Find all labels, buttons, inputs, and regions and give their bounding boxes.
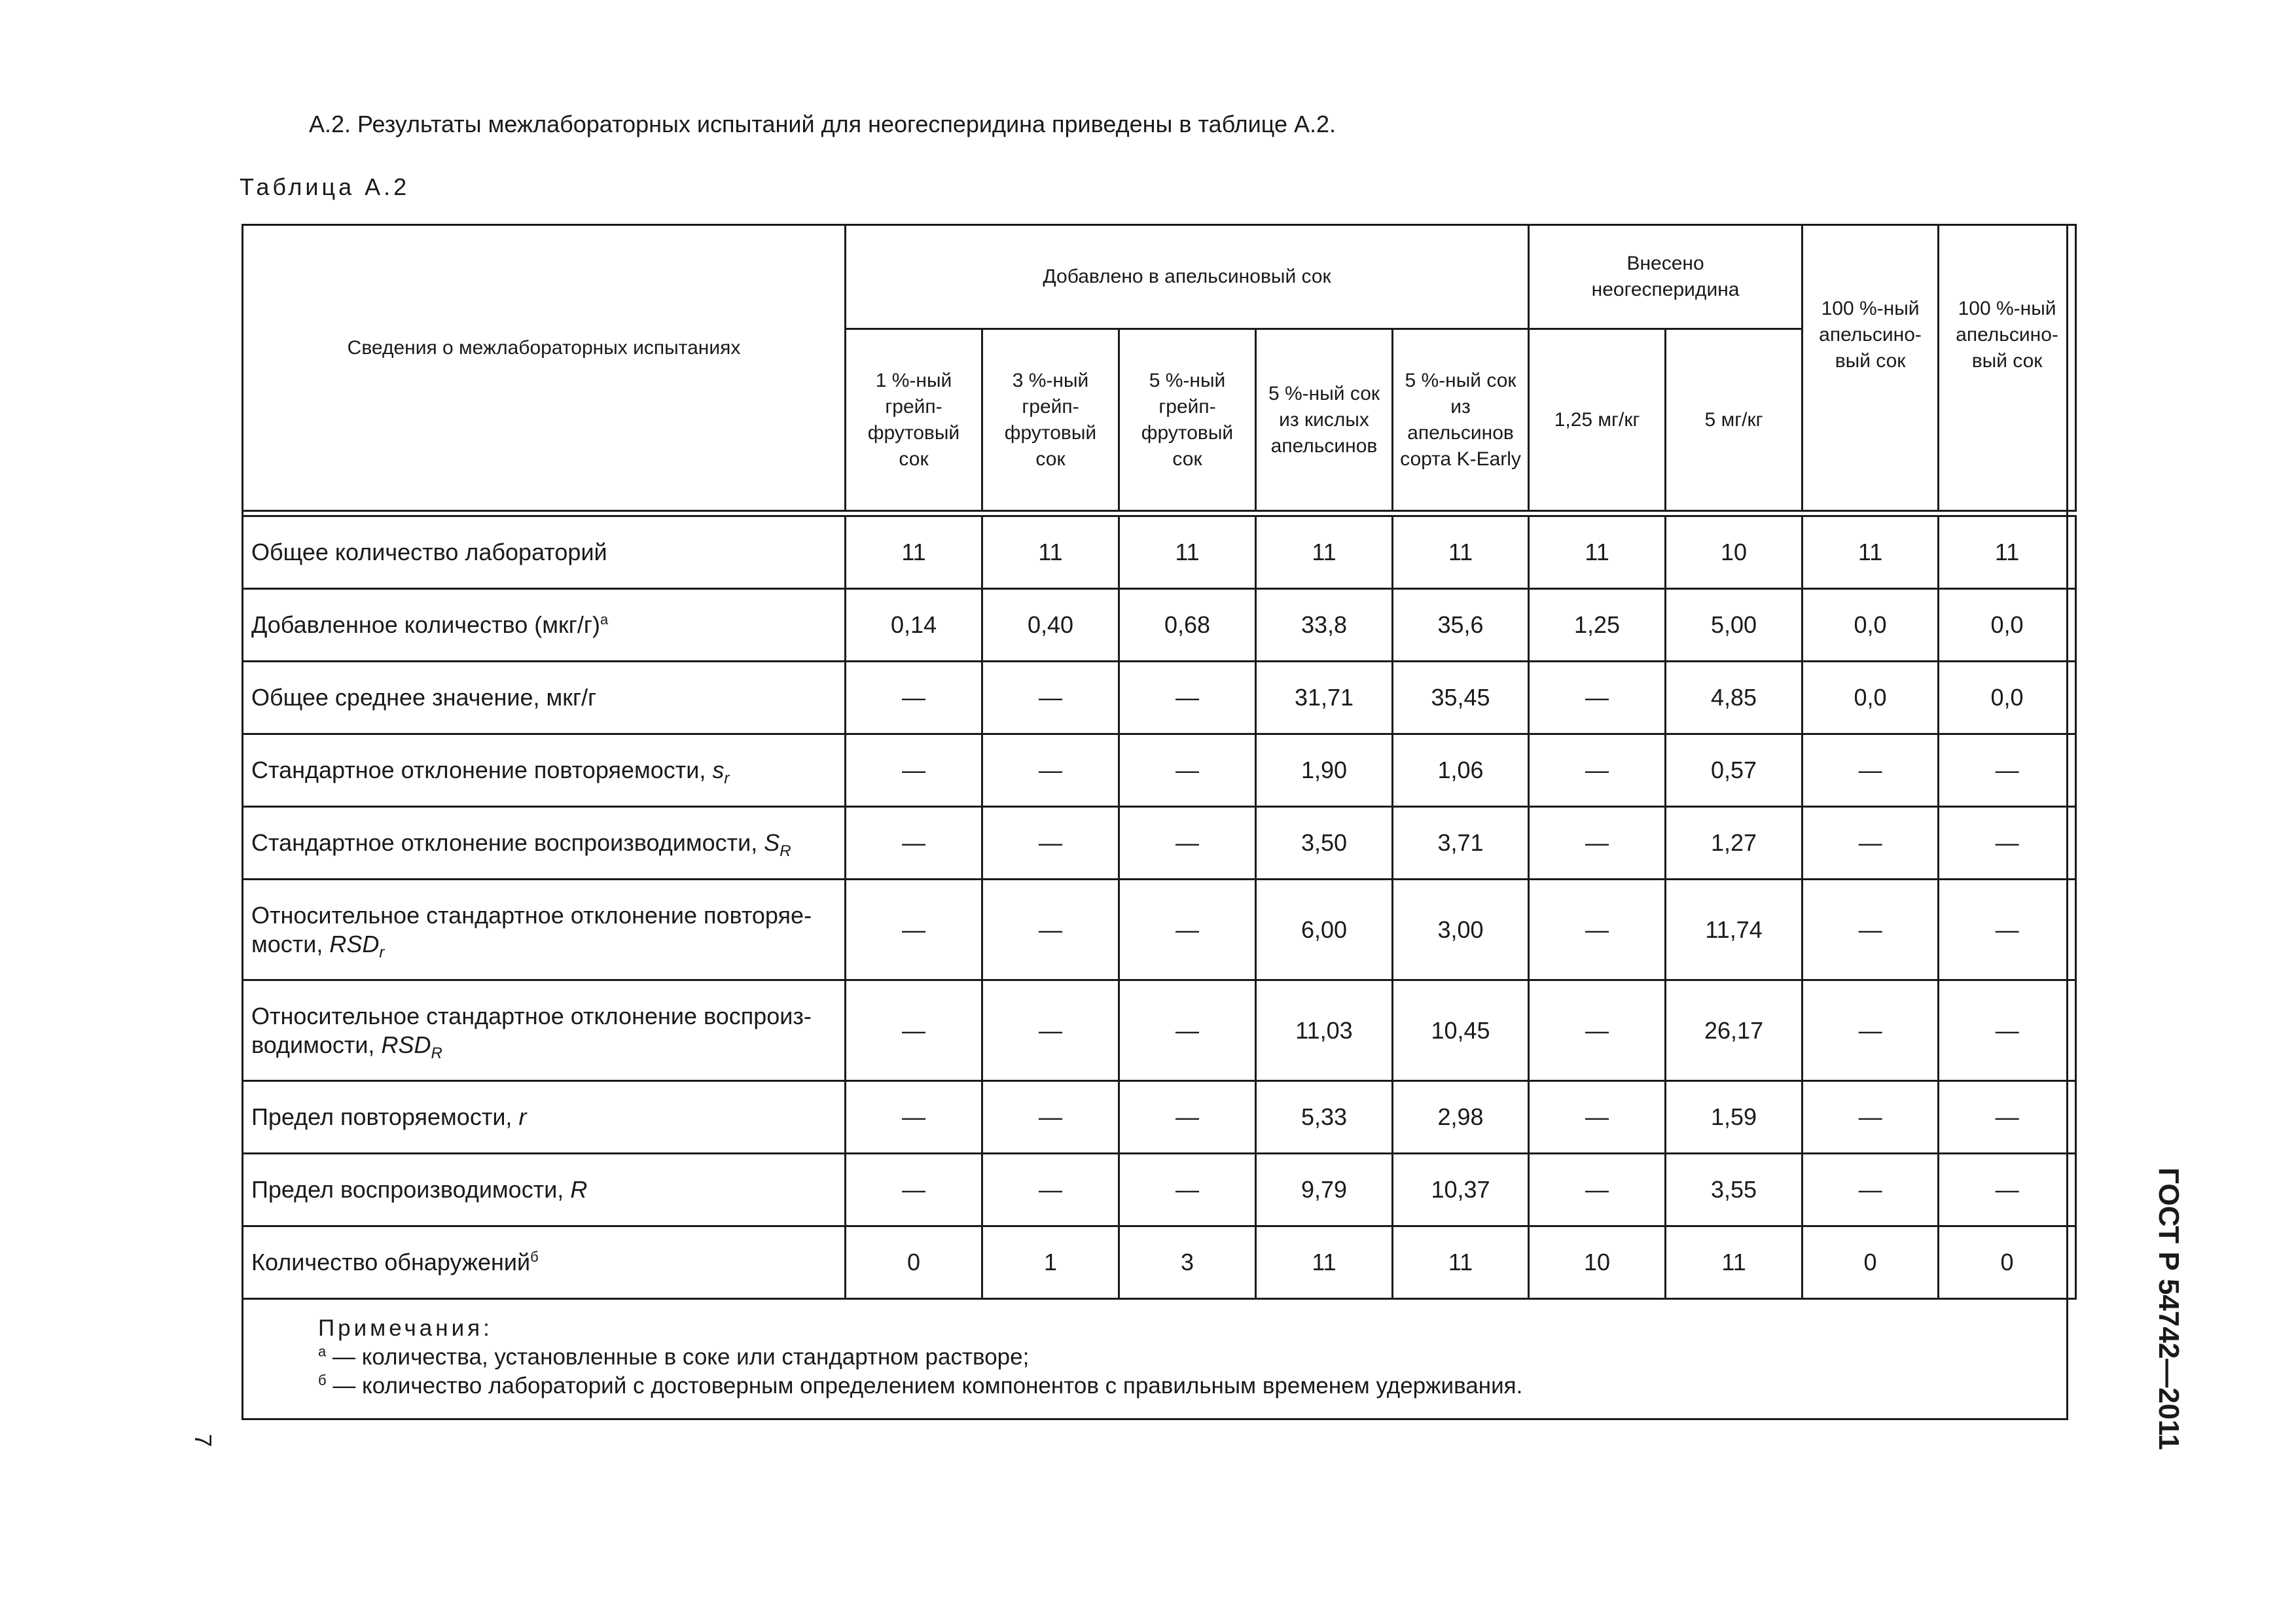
table-cell: —: [1119, 1081, 1256, 1154]
table-cell: —: [1939, 1154, 2076, 1226]
table-cell: —: [982, 980, 1119, 1081]
table-cell: 3: [1119, 1226, 1256, 1299]
table-cell: —: [1119, 807, 1256, 880]
note-item: $^б$ — количество лабораторий с достоверным определением компонентов с правильным временем удерживания.: [318, 1372, 1523, 1399]
table-cell: —: [1529, 880, 1666, 980]
table-cell: 33,8: [1256, 589, 1393, 662]
table-row: [243, 734, 2076, 807]
notes-title: Примечания:: [318, 1315, 493, 1341]
table-row: [243, 1081, 2076, 1154]
table-cell: —: [982, 880, 1119, 980]
table-cell: 0,14: [846, 589, 982, 662]
table-cell: —: [1939, 1081, 2076, 1154]
table-cell: 0: [846, 1226, 982, 1299]
table-cell: —: [1803, 880, 1939, 980]
table-cell: 10: [1529, 1226, 1666, 1299]
group-header-spiked: Внесено неогесперидина: [1529, 225, 1803, 329]
table-cell: —: [1939, 980, 2076, 1081]
row-label: Предел повторяемости, r: [243, 1081, 846, 1154]
column-header-1: 1 %-ный грейп-фрутовый сок: [846, 329, 982, 511]
table-cell: 0,0: [1803, 662, 1939, 734]
table-cell: —: [1803, 734, 1939, 807]
table-cell: 11,03: [1256, 980, 1393, 1081]
column-header-6: 1,25 мг/кг: [1529, 329, 1666, 511]
row-header-title: Сведения о межлабораторных испытаниях: [243, 225, 846, 511]
table-cell: 3,71: [1393, 807, 1529, 880]
table-cell: —: [1939, 880, 2076, 980]
table-cell: 11: [982, 516, 1119, 589]
group-header-added: Добавлено в апельсиновый сок: [846, 225, 1529, 329]
table-cell: —: [846, 734, 982, 807]
row-label: Предел воспроизводимости, R: [243, 1154, 846, 1226]
table-caption: Таблица А.2: [240, 173, 410, 200]
column-header-4: 5 %-ный сок из кислых апельсинов: [1256, 329, 1393, 511]
table-cell: 5,33: [1256, 1081, 1393, 1154]
table-cell: 11: [1393, 1226, 1529, 1299]
header-separator: [243, 511, 2076, 516]
table-cell: 2,98: [1393, 1081, 1529, 1154]
table-cell: 1,27: [1666, 807, 1803, 880]
table-cell: 11: [1119, 516, 1256, 589]
table-cell: —: [1529, 1154, 1666, 1226]
table-cell: 6,00: [1256, 880, 1393, 980]
table-cell: 10: [1666, 516, 1803, 589]
table-cell: —: [846, 807, 982, 880]
table-row: [243, 662, 2076, 734]
table-cell: 5,00: [1666, 589, 1803, 662]
table-cell: —: [1529, 807, 1666, 880]
table-cell: 1,59: [1666, 1081, 1803, 1154]
row-label: Добавленное количество $(мкг/г)^а$: [243, 589, 846, 662]
table-cell: 11: [846, 516, 982, 589]
note-item: $^а$ — количества, установленные в соке или стандартном растворе;: [318, 1343, 1030, 1370]
table-cell: —: [1119, 980, 1256, 1081]
table-cell: 0,68: [1119, 589, 1256, 662]
table-cell: —: [846, 1081, 982, 1154]
table-cell: 4,85: [1666, 662, 1803, 734]
table-cell: —: [846, 980, 982, 1081]
table-cell: 11,74: [1666, 880, 1803, 980]
table-cell: 11: [1529, 516, 1666, 589]
table-cell: 1,06: [1393, 734, 1529, 807]
table-cell: —: [1119, 1154, 1256, 1226]
table-cell: —: [846, 880, 982, 980]
table-cell: 10,37: [1393, 1154, 1529, 1226]
column-header-3: 5 %-ный грейп-фрутовый сок: [1119, 329, 1256, 511]
table-row: [243, 807, 2076, 880]
table-notes: [318, 1314, 1522, 1400]
table-cell: 11: [1939, 516, 2076, 589]
table-cell: —: [982, 1081, 1119, 1154]
table-cell: 11: [1666, 1226, 1803, 1299]
table-cell: —: [1803, 980, 1939, 1081]
table-cell: —: [1119, 662, 1256, 734]
row-label: Количество обнаружений$^б$: [243, 1226, 846, 1299]
table-cell: 11: [1256, 516, 1393, 589]
column-header-5: 5 %-ный сок из апельсинов сорта K-Early: [1393, 329, 1529, 511]
table-row: [243, 980, 2076, 1081]
column-header-2: 3 %-ный грейп-фрутовый сок: [982, 329, 1119, 511]
table-row: [243, 880, 2076, 980]
row-label: Общее количество лабораторий: [243, 516, 846, 589]
table-cell: 11: [1393, 516, 1529, 589]
table-cell: —: [1803, 1081, 1939, 1154]
table-cell: —: [982, 1154, 1119, 1226]
table-cell: —: [1119, 734, 1256, 807]
page-number: 7: [190, 1433, 217, 1448]
table-cell: —: [846, 1154, 982, 1226]
table-cell: —: [1119, 880, 1256, 980]
table-cell: 0,0: [1939, 662, 2076, 734]
column-header-7: 5 мг/кг: [1666, 329, 1803, 511]
table-cell: 3,00: [1393, 880, 1529, 980]
table-cell: 35,6: [1393, 589, 1529, 662]
table-cell: 0: [1803, 1226, 1939, 1299]
results-table: [242, 224, 2077, 1300]
table-cell: —: [1939, 807, 2076, 880]
table-cell: —: [1529, 1081, 1666, 1154]
table-cell: 0,40: [982, 589, 1119, 662]
table-cell: —: [1529, 980, 1666, 1081]
table-cell: 1: [982, 1226, 1119, 1299]
table-cell: —: [1803, 807, 1939, 880]
table-cell: 31,71: [1256, 662, 1393, 734]
table-cell: 0,0: [1803, 589, 1939, 662]
table-cell: 3,55: [1666, 1154, 1803, 1226]
row-label: Относительное стандартное отклонение воспроиз-водимости, $RSD_R$: [243, 980, 846, 1081]
table-cell: 35,45: [1393, 662, 1529, 734]
intro-paragraph: А.2. Результаты межлабораторных испытаний для неогесперидина приведены в таблице А.2.: [309, 111, 1336, 137]
table-cell: —: [1939, 734, 2076, 807]
table-cell: —: [1529, 662, 1666, 734]
row-label: Стандартное отклонение повторяемости, $s_r$: [243, 734, 846, 807]
table-cell: 3,50: [1256, 807, 1393, 880]
table-cell: —: [846, 662, 982, 734]
table-cell: 26,17: [1666, 980, 1803, 1081]
table-row: [243, 1226, 2076, 1299]
table-row: [243, 516, 2076, 589]
table-cell: —: [1803, 1154, 1939, 1226]
table-cell: 0,57: [1666, 734, 1803, 807]
row-label: Общее среднее значение, мкг/г: [243, 662, 846, 734]
table-cell: 0,0: [1939, 589, 2076, 662]
table-cell: 9,79: [1256, 1154, 1393, 1226]
column-header-8: 100 %-ный апельсино-вый сок: [1803, 225, 1939, 511]
table-cell: 1,90: [1256, 734, 1393, 807]
column-header-9: 100 %-ный апельсино-вый сок: [1939, 225, 2076, 511]
table-cell: 1,25: [1529, 589, 1666, 662]
table-row: [243, 1154, 2076, 1226]
table-cell: —: [982, 662, 1119, 734]
row-label: Относительное стандартное отклонение повторяе-мости, $RSD_r$: [243, 880, 846, 980]
table-cell: 11: [1256, 1226, 1393, 1299]
table-cell: 0: [1939, 1226, 2076, 1299]
row-label: Стандартное отклонение воспроизводимости, $S_R$: [243, 807, 846, 880]
table-cell: —: [982, 734, 1119, 807]
table-row: [243, 589, 2076, 662]
table-cell: 10,45: [1393, 980, 1529, 1081]
table-cell: —: [982, 807, 1119, 880]
table-cell: 11: [1803, 516, 1939, 589]
document-code: ГОСТ Р 54742—2011: [2153, 1168, 2185, 1450]
table-cell: —: [1529, 734, 1666, 807]
